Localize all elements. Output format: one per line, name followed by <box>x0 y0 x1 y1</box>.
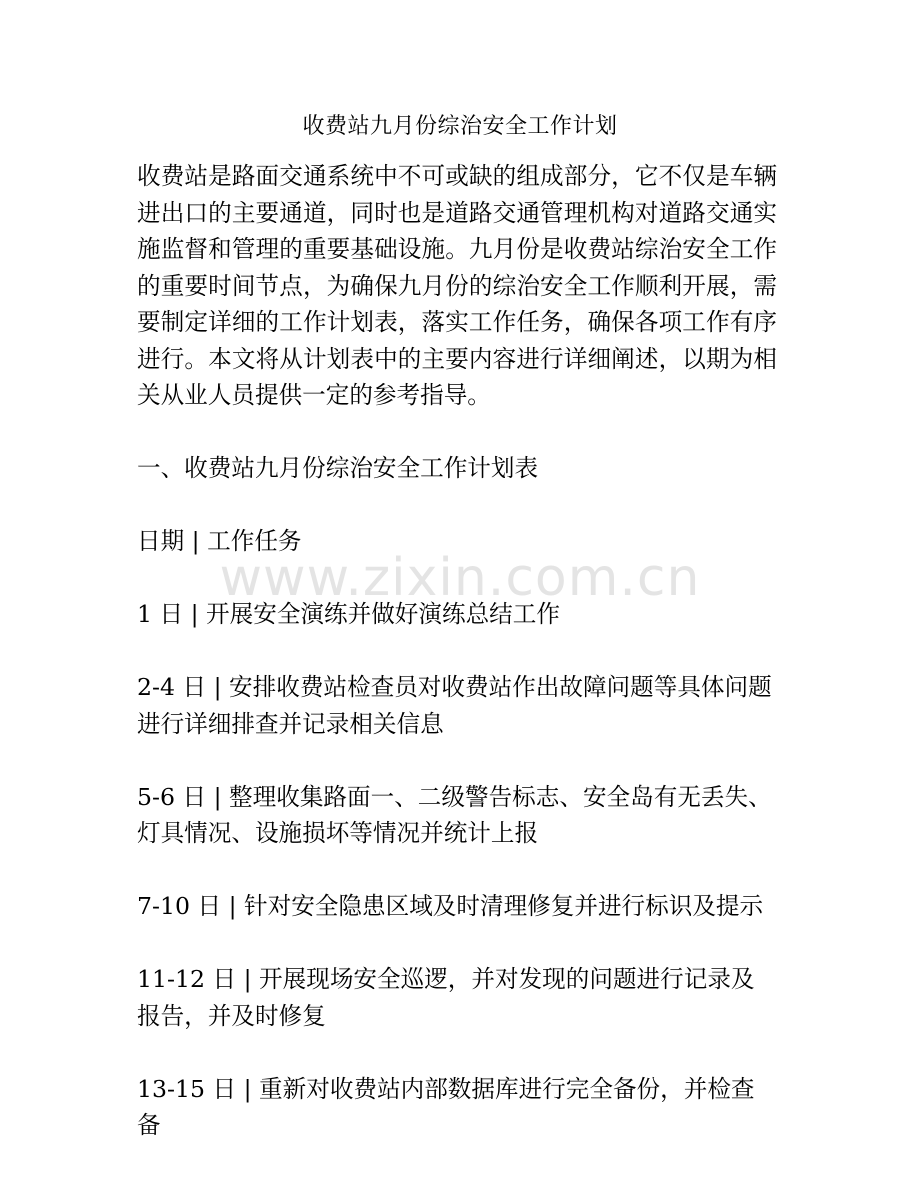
plan-row: 5-6 日 | 整理收集路面一、二级警告标志、安全岛有无丢失、灯具情况、设施损坏等情况并统计上报 <box>137 782 772 847</box>
intro-paragraph: 收费站是路面交通系统中不可或缺的组成部分，它不仅是车辆进出口的主要通道，同时也是道路交通管理机构对道路交通实施监督和管理的重要基础设施。九月份是收费站综治安全工作的重要时间节点，为确保九月份的综治安全工作顺利开展，需要制定详细的工作计划表，落实工作任务，确保各项工作有序进行。本文将从计划表中的主要内容进行详细阐述，以期为相关从业人员提供一定的参考指导。 <box>137 162 777 409</box>
table-header: 日期 | 工作任务 <box>137 527 302 555</box>
section-heading: 一、收费站九月份综治安全工作计划表 <box>137 454 539 482</box>
plan-row: 7-10 日 | 针对安全隐患区域及时清理修复并进行标识及提示 <box>137 892 764 920</box>
plan-row: 13-15 日 | 重新对收费站内部数据库进行完全备份，并检查备 <box>137 1074 755 1139</box>
document-title: 收费站九月份综治安全工作计划 <box>302 114 618 139</box>
watermark: www.zixin.com.cn <box>219 548 701 608</box>
plan-row: 1 日 | 开展安全演练并做好演练总结工作 <box>137 600 560 628</box>
document-body <box>137 158 777 1180</box>
plan-row: 2-4 日 | 安排收费站检查员对收费站作出故障问题等具体问题进行详细排查并记录相关信息 <box>137 673 772 738</box>
plan-row: 11-12 日 | 开展现场安全巡逻，并对发现的问题进行记录及报告，并及时修复 <box>137 965 755 1030</box>
